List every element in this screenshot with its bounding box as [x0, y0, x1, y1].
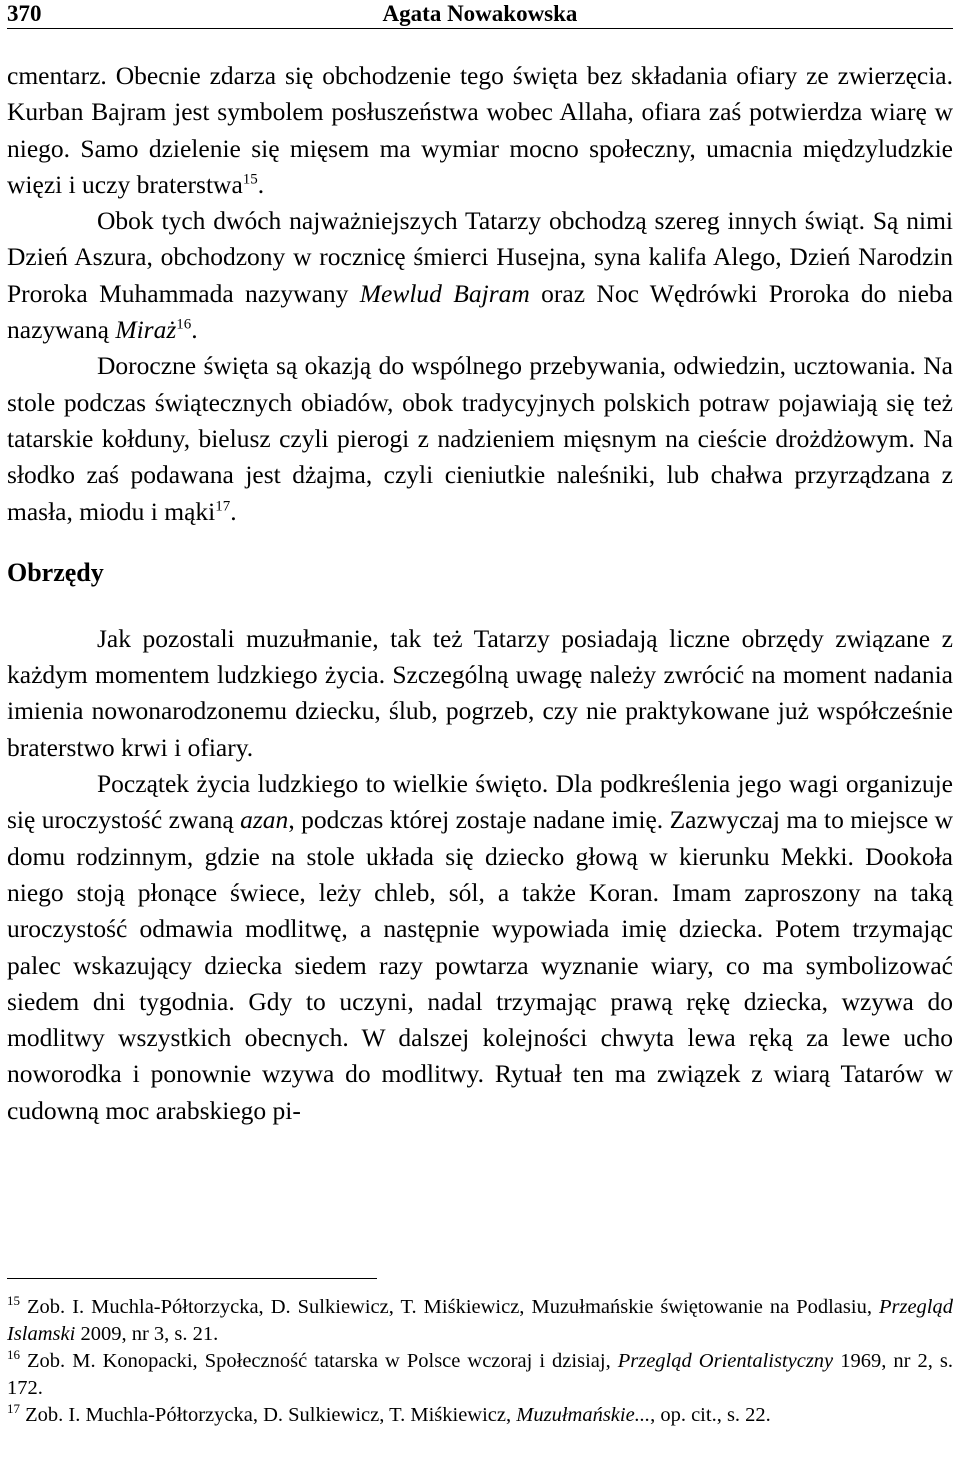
text-run: Obok tych dwóch najważniejszych Tatarzy obchodzą szereg innych świąt. Są nimi Dzień Aszura, obchodzony w rocznicę śmierci Husejna, syna kalifa Alego, Dzień Narodzin Proroka Muhammada nazywany — [7, 206, 953, 308]
text-run: 1969, nr 2, s. 172. — [7, 1350, 953, 1399]
text-run: . — [257, 169, 265, 199]
page-header — [7, 0, 953, 29]
footnote-marker: 16 — [7, 1347, 20, 1363]
italic-term: Przegląd Islamski — [7, 1296, 953, 1345]
italic-term: Przegląd Orientalistyczny — [617, 1350, 834, 1372]
paragraph — [7, 348, 953, 529]
paragraph — [7, 766, 953, 1129]
text-run: oraz Noc Wędrówki Proroka do nieba nazywaną — [7, 278, 954, 345]
footnote — [7, 1402, 953, 1429]
paragraph — [7, 203, 953, 348]
section-heading: Obrzędy — [7, 557, 104, 587]
italic-term: Miraż — [115, 315, 177, 345]
italic-term: Mewlud Bajram — [359, 278, 530, 308]
page-number: 370 — [7, 1, 42, 26]
running-title: Agata Nowakowska — [382, 1, 578, 26]
footnote-marker: 15 — [242, 171, 258, 188]
footnote-rule — [7, 1278, 377, 1279]
body-text — [7, 58, 953, 1129]
footnote-marker: 17 — [215, 498, 231, 515]
paragraph-group — [7, 58, 953, 530]
footnote-marker: 17 — [7, 1401, 20, 1417]
text-run: Doroczne święta są okazją do wspólnego przebywania, odwiedzin, ucztowania. Na stole podczas świątecznych obiadów, obok tradycyjnych polskich potraw pojawiają się też tatarskie kołduny, bielusz czyli pierogi z nadzieniem mięsnym na cieście drożdżowym. Na słodko zaś podawana jest dżajma, czyli cieniutkie naleśniki, lub chałwa przyrządzana z masła, miodu i mąki — [7, 351, 953, 526]
text-run: , podczas której zostaje nadane imię. Zazwyczaj ma to miejsce w domu rodzinnym, gdzie na stole układa się dziecko głową w kierunku Mekki. Dookoła niego stoją płonące świece, leży chleb, sól, a także Koran. Imam zaproszony na taką uroczystość odmawia modlitwę, a następnie wypowiada imię dziecka. Potem trzymając palec wskazujący dziecka siedem razy powtarza wyznanie wiary, co ma symbolizować siedem dni tygodnia. Gdy to uczyni, nadal trzymając prawą rękę dziecka, wzywa do modlitwy wszystkich obecnych. W dalszej kolejności chwyta lewa ręką za lewe ucho noworodka i ponownie wzywa do modlitwy. Rytuał ten ma związek z wiarą Tatarów w cudowną moc arabskiego pi- — [7, 805, 953, 1125]
text-run: , op. cit., s. 22. — [650, 1404, 771, 1426]
footnote — [7, 1294, 953, 1348]
paragraph — [7, 58, 953, 203]
text-run: Jak pozostali muzułmanie, tak też Tatarzy posiadają liczne obrzędy związane z każdym momentem ludzkiego życia. Szczególną uwagę należy zwrócić na moment nadania imienia nowonarodzonemu dziecku, ślub, pogrzeb, czy nie praktykowane już współcześnie braterstwo krwi i ofiary. — [7, 623, 953, 762]
footnote — [7, 1348, 953, 1402]
italic-term: Muzułmańskie... — [516, 1404, 651, 1426]
text-run: . — [191, 315, 198, 345]
italic-term: azan — [240, 805, 289, 835]
footnotes — [7, 1294, 953, 1429]
text-run: Zob. I. Muchla-Półtorzycka, D. Sulkiewicz, T. Miśkiewicz, Muzułmańskie świętowanie na Podlasiu, — [20, 1296, 879, 1318]
footnote-marker: 16 — [176, 316, 192, 333]
text-run: cmentarz. Obecnie zdarza się obchodzenie tego święta bez składania ofiary ze zwierzęcia. Kurban Bajram jest symbolem posłuszeństwa wobec Allaha, ofiara zaś potwierdza wiarę w niego. Samo dzielenie się mięsem ma wymiar mocno społeczny, umacnia międzyludzkie więzi i uczy braterstwa — [7, 61, 953, 199]
paragraph-group — [7, 621, 953, 1129]
text-run: 2009, nr 3, s. 21. — [75, 1323, 219, 1345]
footnote-marker: 15 — [7, 1293, 20, 1309]
text-run: Zob. M. Konopacki, Społeczność tatarska w Polsce wczoraj i dzisiaj, — [20, 1350, 618, 1372]
text-run: Początek życia ludzkiego to wielkie święto. Dla podkreślenia jego wagi organizuje się uroczystość zwaną — [7, 769, 953, 835]
text-run: . — [230, 496, 237, 526]
paragraph — [7, 621, 953, 766]
text-run: Zob. I. Muchla-Półtorzycka, D. Sulkiewicz, T. Miśkiewicz, — [20, 1404, 517, 1426]
